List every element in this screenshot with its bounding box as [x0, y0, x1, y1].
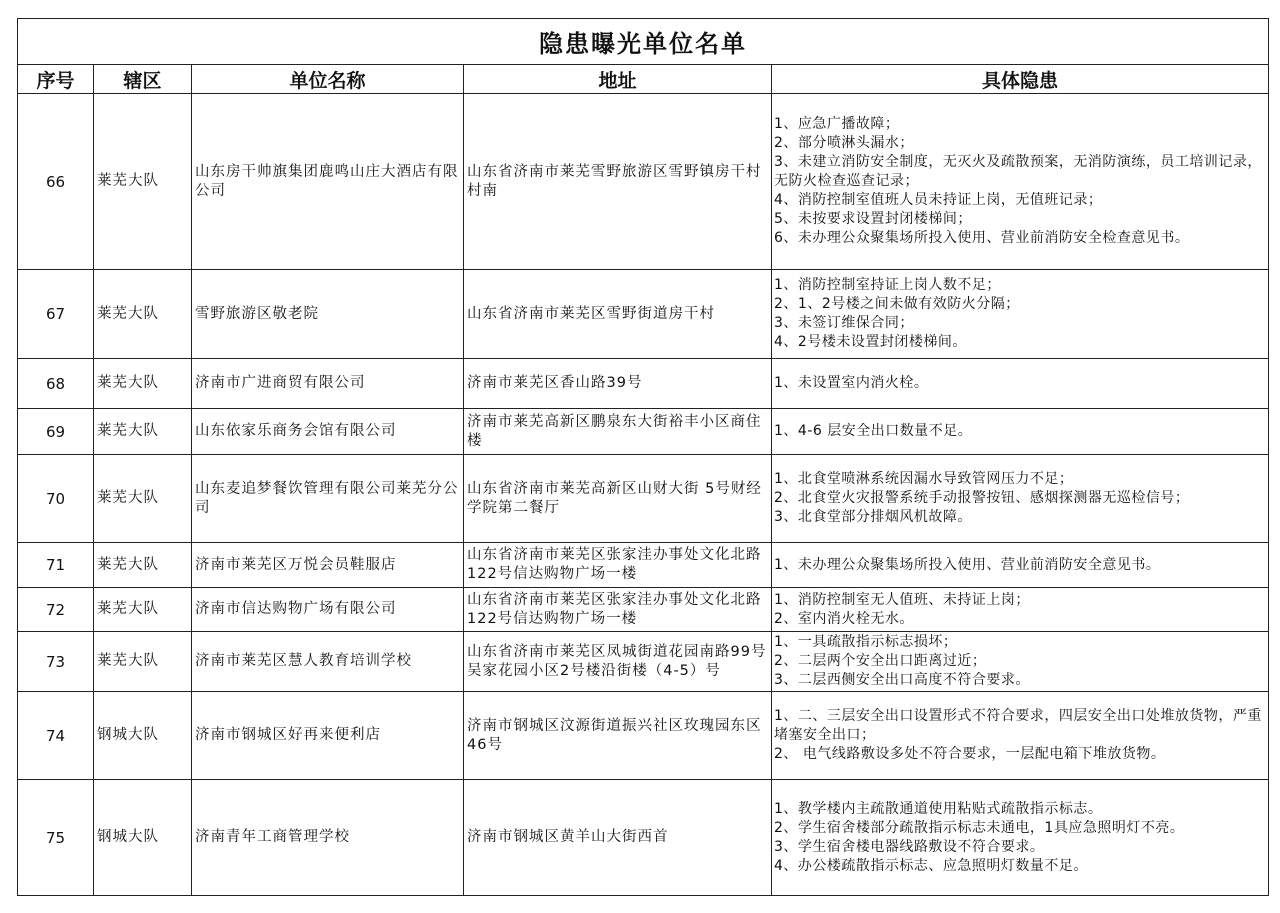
hazard-item: 4、2号楼未设置封闭楼梯间。: [774, 334, 967, 350]
row-number: 71: [18, 543, 94, 588]
row-number: 68: [18, 359, 94, 409]
hazard-item: 4、消防控制室值班人员未持证上岗，无值班记录；: [774, 192, 1103, 208]
hazard-item: 2、北食堂火灾报警系统手动报警按钮、感烟探测器无巡检信号；: [774, 490, 1190, 506]
hazard-item: 1、北食堂喷淋系统因漏水导致管网压力不足；: [774, 471, 1074, 487]
row-unit-name: 济南青年工商管理学校: [192, 780, 464, 896]
row-hazards: [772, 543, 1269, 588]
hazard-item: 1、二、三层安全出口设置形式不符合要求，四层安全出口处堆放货物，严重堵塞安全出口；: [774, 708, 1262, 743]
header-no: 序号: [18, 65, 94, 94]
row-number: 72: [18, 588, 94, 632]
hazard-item: 1、教学楼内主疏散通道使用粘贴式疏散指示标志。: [774, 800, 1103, 817]
hazard-item: 3、二层西侧安全出口高度不符合要求。: [774, 672, 1030, 688]
row-unit-name: 雪野旅游区敬老院: [192, 270, 464, 359]
row-hazards: [772, 455, 1269, 543]
table-title: 隐患曝光单位名单: [18, 19, 1269, 65]
hazard-item: 2、1、2号楼之间未做有效防火分隔；: [774, 296, 1020, 312]
hazard-item: 1、4-6 层安全出口数量不足。: [774, 423, 973, 439]
row-address: 济南市莱芜区香山路39号: [464, 359, 772, 409]
row-hazards: [772, 94, 1269, 270]
row-district: 莱芜大队: [94, 94, 192, 270]
header-address: 地址: [464, 65, 772, 94]
row-number: 73: [18, 632, 94, 692]
hazard-item: 1、消防控制室无人值班、未持证上岗；: [774, 591, 1030, 608]
row-unit-name: 济南市广进商贸有限公司: [192, 359, 464, 409]
hazard-item: 1、未设置室内消火栓。: [774, 375, 929, 391]
row-hazards: [772, 632, 1269, 692]
row-unit-name: 山东房干帅旗集团鹿鸣山庄大酒店有限公司: [192, 94, 464, 270]
row-address: 山东省济南市莱芜区张家洼办事处文化北路122号信达购物广场一楼: [464, 543, 772, 588]
row-hazards: [772, 359, 1269, 409]
hazard-item: 3、未建立消防安全制度，无灭火及疏散预案，无消防演练，员工培训记录，无防火检查巡查记录；: [774, 154, 1262, 189]
row-hazards: [772, 692, 1269, 780]
hazard-item: 5、未按要求设置封闭楼梯间；: [774, 211, 972, 227]
row-address: 济南市钢城区黄羊山大街西首: [464, 780, 772, 896]
table-row: [18, 692, 1269, 780]
header-district: 辖区: [94, 65, 192, 94]
header-hazards: 具体隐患: [772, 65, 1269, 94]
hazard-table: [17, 18, 1269, 896]
row-number: 74: [18, 692, 94, 780]
hazard-item: 1、一具疏散指示标志损坏；: [774, 634, 958, 650]
row-unit-name: 济南市莱芜区慧人教育培训学校: [192, 632, 464, 692]
table-row: [18, 632, 1269, 692]
hazard-item: 4、办公楼疏散指示标志、应急照明灯数量不足。: [774, 857, 1088, 874]
hazard-item: 6、未办理公众聚集场所投入使用、营业前消防安全检查意见书。: [774, 230, 1190, 246]
hazard-item: 3、学生宿舍楼电器线路敷设不符合要求。: [774, 838, 1045, 855]
row-number: 67: [18, 270, 94, 359]
hazard-item: 1、消防控制室持证上岗人数不足；: [774, 277, 1001, 293]
hazard-item: 1、应急广播故障；: [774, 116, 900, 132]
row-unit-name: 济南市莱芜区万悦会员鞋服店: [192, 543, 464, 588]
row-hazards: [772, 409, 1269, 455]
hazard-item: 2、学生宿舍楼部分疏散指示标志未通电，1具应急照明灯不亮。: [774, 819, 1185, 836]
hazard-table-sheet: [17, 18, 1268, 896]
row-address: 山东省济南市莱芜区雪野街道房干村: [464, 270, 772, 359]
hazard-item: 1、未办理公众聚集场所投入使用、营业前消防安全意见书。: [774, 556, 1161, 573]
row-hazards: [772, 588, 1269, 632]
row-number: 75: [18, 780, 94, 896]
table-row: [18, 409, 1269, 455]
row-unit-name: 济南市钢城区好再来便利店: [192, 692, 464, 780]
row-hazards: [772, 780, 1269, 896]
row-address: 济南市莱芜高新区鹏泉东大街裕丰小区商住楼: [464, 409, 772, 455]
table-row: [18, 270, 1269, 359]
row-district: 莱芜大队: [94, 409, 192, 455]
row-address: 山东省济南市莱芜区张家洼办事处文化北路122号信达购物广场一楼: [464, 588, 772, 632]
row-number: 69: [18, 409, 94, 455]
table-row: [18, 94, 1269, 270]
row-address: 山东省济南市莱芜雪野旅游区雪野镇房干村村南: [464, 94, 772, 270]
row-unit-name: 济南市信达购物广场有限公司: [192, 588, 464, 632]
header-row: [18, 65, 1269, 94]
table-row: [18, 780, 1269, 896]
row-district: 莱芜大队: [94, 455, 192, 543]
hazard-item: 2、 电气线路敷设多处不符合要求，一层配电箱下堆放货物。: [774, 746, 1166, 762]
table-row: [18, 588, 1269, 632]
row-unit-name: 山东麦追梦餐饮管理有限公司莱芜分公司: [192, 455, 464, 543]
hazard-item: 2、室内消火栓无水。: [774, 610, 914, 627]
row-unit-name: 山东依家乐商务会馆有限公司: [192, 409, 464, 455]
row-district: 莱芜大队: [94, 270, 192, 359]
hazard-item: 3、北食堂部分排烟风机故障。: [774, 509, 972, 525]
row-number: 70: [18, 455, 94, 543]
row-district: 钢城大队: [94, 780, 192, 896]
row-address: 山东省济南市莱芜区凤城街道花园南路99号吴家花园小区2号楼沿街楼（4-5）号: [464, 632, 772, 692]
header-unit: 单位名称: [192, 65, 464, 94]
row-hazards: [772, 270, 1269, 359]
row-district: 钢城大队: [94, 692, 192, 780]
table-body: [18, 94, 1269, 896]
row-number: 66: [18, 94, 94, 270]
table-row: [18, 455, 1269, 543]
row-district: 莱芜大队: [94, 588, 192, 632]
row-district: 莱芜大队: [94, 359, 192, 409]
hazard-item: 2、二层两个安全出口距离过近；: [774, 653, 987, 669]
row-address: 山东省济南市莱芜高新区山财大街 5号财经学院第二餐厅: [464, 455, 772, 543]
table-row: [18, 359, 1269, 409]
hazard-item: 3、未签订维保合同；: [774, 315, 914, 331]
row-address: 济南市钢城区汶源街道振兴社区玫瑰园东区46号: [464, 692, 772, 780]
row-district: 莱芜大队: [94, 632, 192, 692]
hazard-item: 2、部分喷淋头漏水；: [774, 135, 914, 151]
table-row: [18, 543, 1269, 588]
row-district: 莱芜大队: [94, 543, 192, 588]
